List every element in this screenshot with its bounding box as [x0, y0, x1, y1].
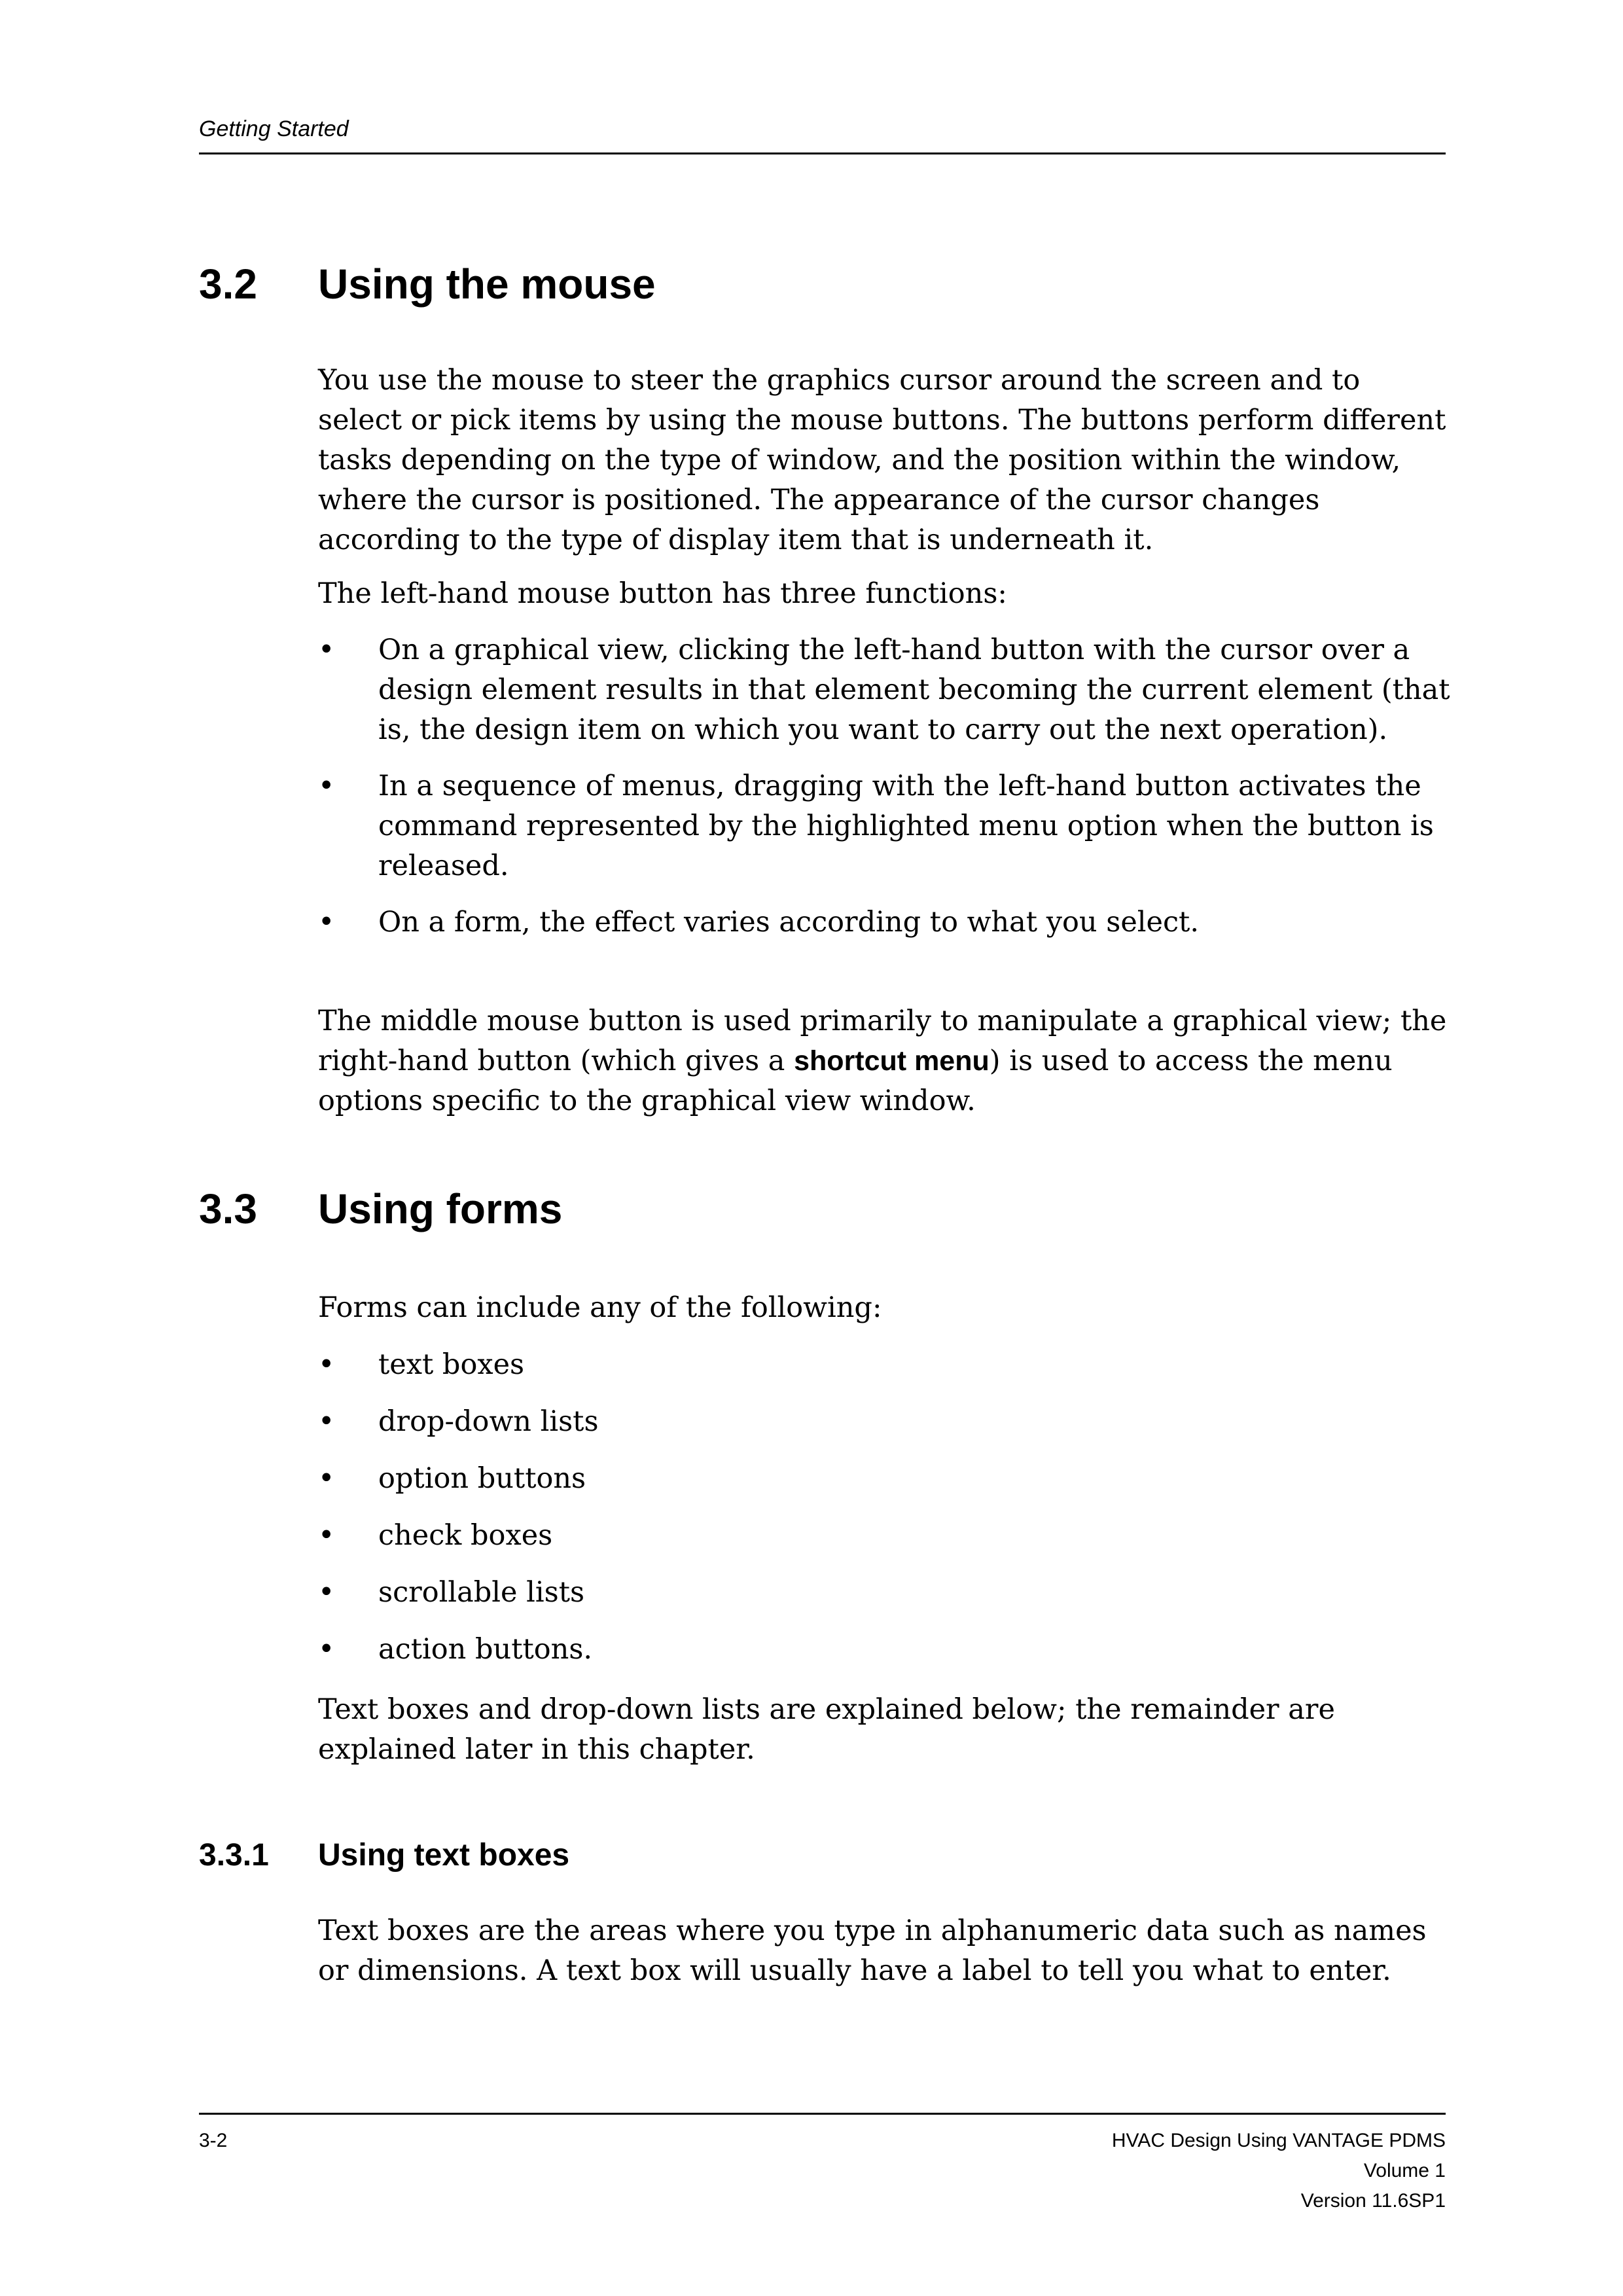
- footer-rule: [199, 2113, 1446, 2115]
- bullet-icon: •: [318, 906, 335, 939]
- page-number: 3-2: [199, 2130, 228, 2151]
- mouse-intro-paragraph: You use the mouse to steer the graphics cursor around the screen and to select or pick items by using the mouse buttons. The buttons perform different tasks depending on the type of window, and the position within the window, where the cursor is positioned. The appearance of the cursor changes according to the type of display item that is underneath it.: [318, 364, 1446, 556]
- footer-doc-title: HVAC Design Using VANTAGE PDMS: [1111, 2130, 1446, 2151]
- footer-volume: Volume 1: [1363, 2160, 1446, 2181]
- list-item: • text boxes: [318, 1336, 1450, 1393]
- list-item: • option buttons: [318, 1450, 1450, 1507]
- section-title: Using forms: [318, 1185, 563, 1232]
- middle-right-paragraph: The middle mouse button is used primarily to manipulate a graphical view; the right-hand button (which gives a shortcut menu) is used to access the menu options specific to the graphical view window.: [318, 1005, 1447, 1117]
- shortcut-menu-term: shortcut menu: [794, 1045, 990, 1077]
- list-item: • On a graphical view, clicking the left-hand button with the cursor over a design element results in that element becoming the current element (that is, the design item on which you want to carry out the next operation).: [318, 630, 1450, 750]
- header-rule: [199, 152, 1446, 154]
- left-button-lead: The left-hand mouse button has three functions:: [318, 577, 1007, 610]
- list-item: • scrollable lists: [318, 1564, 1450, 1621]
- bullet-icon: •: [318, 1348, 335, 1381]
- forms-lead: Forms can include any of the following:: [318, 1291, 882, 1324]
- section-title: Using text boxes: [318, 1838, 570, 1873]
- bullet-icon: •: [318, 1405, 335, 1438]
- bullet-icon: •: [318, 634, 335, 666]
- list-item: • drop-down lists: [318, 1393, 1450, 1450]
- bullet-icon: •: [318, 1462, 335, 1495]
- section-number: 3.3.1: [199, 1838, 269, 1873]
- bullet-icon: •: [318, 1576, 335, 1609]
- section-heading-3-3: [199, 1185, 563, 1232]
- list-item: • In a sequence of menus, dragging with the left-hand button activates the command represented by the highlighted menu option when the button is released.: [318, 766, 1450, 886]
- running-header: Getting Started: [199, 117, 349, 141]
- text-boxes-paragraph: Text boxes are the areas where you type in alphanumeric data such as names or dimensions. A text box will usually have a label to tell you what to enter.: [318, 1914, 1427, 1987]
- list-item: • check boxes: [318, 1507, 1450, 1564]
- bullet-icon: •: [318, 770, 335, 802]
- bullet-icon: •: [318, 1633, 335, 1666]
- list-item: • On a form, the effect varies according to what you select.: [318, 903, 1450, 942]
- form-elements-list: [318, 1336, 1450, 1678]
- forms-outro: Text boxes and drop-down lists are explained below; the remainder are explained later in this chapter.: [318, 1693, 1335, 1766]
- section-number: 3.3: [199, 1185, 257, 1232]
- list-item: • action buttons.: [318, 1621, 1450, 1678]
- section-heading-3-3-1: [199, 1840, 569, 1871]
- bullet-icon: •: [318, 1519, 335, 1552]
- footer-version: Version 11.6SP1: [1300, 2190, 1446, 2212]
- section-number: 3.2: [199, 260, 257, 308]
- section-title: Using the mouse: [318, 260, 656, 308]
- left-button-list: [318, 630, 1450, 942]
- footer-doc-info: [1112, 2126, 1446, 2216]
- section-heading-3-2: [199, 260, 656, 308]
